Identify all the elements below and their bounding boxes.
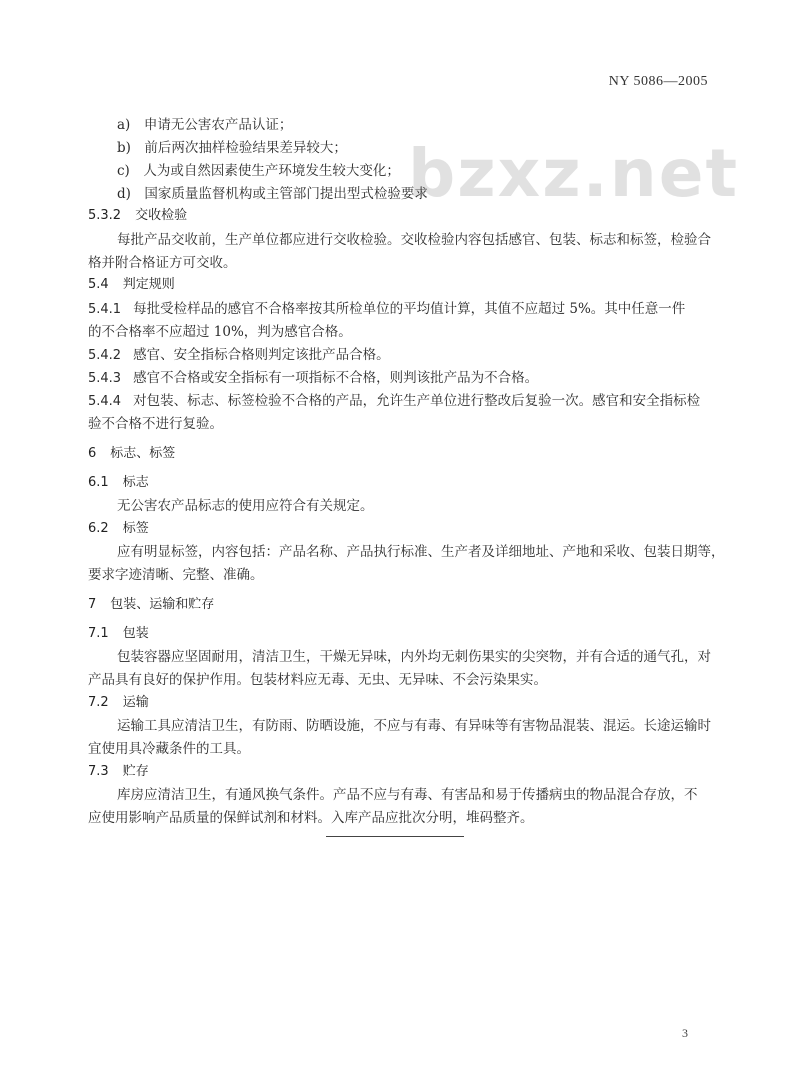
section-number: 6 [88,446,97,461]
paragraph-line: 运输工具应清洁卫生，有防雨、防晒设施，不应与有毒、有异味等有害物品混装、混运。长途运输时 [117,718,711,734]
section-number: 6.2 [88,521,109,536]
section-number: 5.4.2 [88,348,122,363]
list-item: d) 国家质量监督机构或主管部门提出型式检验要求 [117,186,428,202]
page-number: 3 [682,1026,688,1040]
paragraph-line [88,343,390,363]
paragraph-text: 每批受检样品的感官不合格率按其所检单位的平均值计算，其值不应超过 5%。其中任意一件 [133,301,686,317]
section-title: 交收检验 [135,208,188,223]
section-title: 标签 [122,521,149,536]
paragraph-line: 的不合格率不应超过 10%，判为感官合格。 [88,324,352,340]
section-number: 7 [88,597,97,612]
section-heading [88,204,187,223]
section-title: 包装、运输和贮存 [110,597,215,612]
section-heading [88,760,149,779]
section-heading [88,471,149,490]
paragraph-line: 每批产品交收前，生产单位都应进行交收检验。交收检验内容包括感官、包装、标志和标签，检验合 [117,232,711,248]
section-number: 5.4.3 [88,371,122,386]
paragraph-line: 应有明显标签，内容包括：产品名称、产品执行标准、生产者及详细地址、产地和采收、包装日期等， [117,544,725,560]
section-heading [88,622,149,641]
section-title: 包装 [122,626,149,641]
paragraph-line: 要求字迹清晰、完整、准确。 [88,567,264,583]
section-number: 7.1 [88,626,109,641]
paragraph-line: 包装容器应坚固耐用，清洁卫生，干燥无异味，内外均无刺伤果实的尖突物，并有合适的通气孔，对 [117,649,711,665]
section-heading [88,273,175,292]
section-title: 标志、标签 [110,446,176,461]
list-item: a) 申请无公害农产品认证； [117,117,293,133]
end-divider [326,836,464,837]
watermark: bzxz.net [408,135,740,212]
section-number: 7.2 [88,695,109,710]
paragraph-text: 感官不合格或安全指标有一项指标不合格，则判该批产品为不合格。 [133,370,539,386]
section-number: 5.3.2 [88,208,122,223]
paragraph-line: 无公害农产品标志的使用应符合有关规定。 [117,498,374,514]
section-title: 贮存 [122,764,149,779]
paragraph-text: 对包装、标志、标签检验不合格的产品，允许生产单位进行整改后复验一次。感官和安全指标检 [133,393,701,409]
paragraph-text: 感官、安全指标合格则判定该批产品合格。 [133,347,390,363]
section-number: 5.4.1 [88,302,122,317]
list-item: c) 人为或自然因素使生产环境发生较大变化； [117,163,400,179]
chapter-heading [88,442,175,461]
standard-code: NY 5086—2005 [608,74,708,89]
paragraph-line: 产品具有良好的保护作用。包装材料应无毒、无虫、无异味、不会污染果实。 [88,672,547,688]
section-number: 5.4.4 [88,394,122,409]
section-number: 5.4 [88,277,109,292]
section-title: 判定规则 [122,277,175,292]
paragraph-line: 格并附合格证方可交收。 [88,255,237,271]
chapter-heading [88,593,214,612]
paragraph-line [88,389,700,409]
section-heading [88,517,149,536]
paragraph-line [88,366,538,386]
section-number: 7.3 [88,764,109,779]
section-title: 标志 [122,475,149,490]
section-heading [88,691,149,710]
paragraph-line: 验不合格不进行复验。 [88,416,223,432]
paragraph-line: 宜使用具冷藏条件的工具。 [88,741,250,757]
section-number: 6.1 [88,475,109,490]
list-item: b) 前后两次抽样检验结果差异较大； [117,140,347,156]
section-title: 运输 [122,695,149,710]
paragraph-line: 库房应清洁卫生，有通风换气条件。产品不应与有毒、有害品和易于传播病虫的物品混合存放，不 [117,787,698,803]
paragraph-line: 应使用影响产品质量的保鲜试剂和材料。入库产品应批次分明，堆码整齐。 [88,810,534,826]
paragraph-line [88,297,685,317]
